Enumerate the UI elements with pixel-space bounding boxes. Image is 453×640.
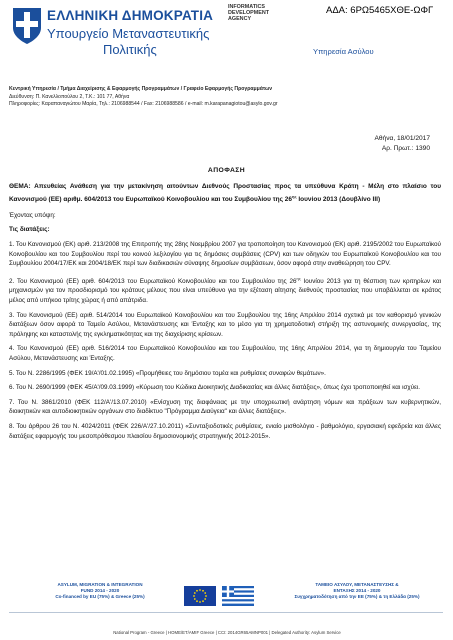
- eu-flag-icon: [184, 586, 216, 606]
- list-item: 7. Του Ν. 3861/2010 (ΦΕΚ 112/Α'/13.07.2010) «Ενίσχυση της διαφάνειας με την υποχρεωτική ανάρτηση νόμων και πράξεων των κυβερνητικών, διοικητικών και αυτοδιοικητικών οργάνων στο διαδίκτυο "Πρόγραμμα Διαύγεια" και άλλες διατάξεις».: [9, 398, 441, 416]
- list-item: 5. Του Ν. 2286/1995 (ΦΕΚ 19/Α'/01.02.1995) «Προμήθειες του δημόσιου τομέα και ρυθμίσεις συναφών θεμάτων».: [9, 369, 326, 377]
- list-item: 1. Του Κανονισμού (ΕΚ) αριθ. 213/2008 της Επιτροπής της 28ης Νοεμβρίου 2007 για τροποποίηση του Κανονισμού (ΕΚ) αριθ. 2195/2002 του Ευρωπαϊκού Κοινοβουλίου και του Συμβουλίου περί του κοινού λεξιλογίου για τις δημόσιες συμβάσεις (CPV) και των οδηγιών του Ευρωπαϊκού Κοινοβουλίου και του Συμβουλίου 2004/17/ΕΚ και 2004/18/ΕΚ περί των διαδικασιών σύναψης δημοσίων συμβάσεων, όσον αφορά στην αναθεώρηση του CPV.: [9, 241, 441, 268]
- service-address-block: Κεντρική Υπηρεσία / Τμήμα Διαχείρισης & Εφαρμογής Προγραμμάτων / Γραφείο Εφαρμογής Προγραμμάτων Διεύθυνση: Π. Κανελλοπούλου 2, Τ.Κ.: 101 77, Αθήνα Πληροφορίες: Καραπαναγιώτου Μαρία, Τηλ.: 2106988544 / Fax: 2106988586 / e-mail: m.karapanagiotou@asylo.gov.gr: [9, 86, 278, 108]
- asylum-service-label: Υπηρεσία Ασύλου: [313, 47, 374, 56]
- decision-title: ΑΠΟΦΑΣΗ: [207, 167, 246, 174]
- subject-paragraph: ΘΕΜΑ: Απευθείας Ανάθεση για την μετακίνηση αιτούντων Διεθνούς Προστασίας προς τα υπεύθυνα Κράτη - Μέλη στο πλαίσιο του Κανονισμού (ΕΕ) αριθμ. 604/2013 του Ευρωπαϊκού Κοινοβουλίου και του Συμβουλίου της $26^{\eta\varsigma}$ Ιουνίου 2013 (Δουβλίνο ΙΙΙ): [9, 183, 441, 203]
- having-seen-label: Έχοντας υπόψη:: [9, 212, 56, 219]
- org-name: ΕΛΛΗΝΙΚΗ ΔΗΜΟΚΡΑΤΙΑ: [47, 8, 214, 23]
- ministry-name: Υπουργείο Μεταναστευτικής: [47, 26, 210, 41]
- protocol-number: Αρ. Πρωτ.: 1390: [381, 144, 430, 152]
- amif-fund-label-en: ASYLUM, MIGRATION & INTEGRATION FUND 2014 - 2020 Co-financed by EU (75%) & Greece (25%): [55, 582, 145, 599]
- ada-code: ΑΔΑ: 6ΡΩ5465ΧΘΕ-ΩΦΓ: [326, 5, 434, 16]
- list-item: 3. Του Κανονισμού (ΕΕ) αριθ. 514/2014 του Ευρωπαϊκού Κοινοβουλίου και του Συμβουλίου της 16ης Απριλίου 2014 σχετικά με τον καθορισμό γενικών διατάξεων όσον αφορά το Ταμείο Ασύλου, Μετανάστευσης και Ένταξης και το μέσο για τη χρηματοδοτική στήριξη της αστυνομικής συνεργασίας, της πρόληψης και καταστολής της εγκληματικότητας και της διαχείρισης κρίσεων.: [9, 311, 441, 338]
- footer-divider: [9, 612, 443, 613]
- list-item: 4. Του Κανονισμού (ΕΕ) αριθ. 516/2014 του Ευρωπαϊκού Κοινοβουλίου και του Συμβουλίου, της 16ης Απριλίου 2014, για τη δημιουργία του Ταμείου Ασύλου, Μετανάστευσης και Ένταξης.: [9, 345, 441, 363]
- list-item: 8. Του άρθρου 26 του Ν. 4024/2011 (ΦΕΚ 226/Α'/27.10.2011) «Συνταξιοδοτικές ρυθμίσεις, ενιαίο μισθολόγιο - βαθμολόγιο, εργασιακή εφεδρεία και άλλες διατάξεις εφαρμογής του μεσοπρόθεσμου πλαισίου δημοσιονομικής στρατηγικής 2012-2015».: [9, 423, 441, 440]
- provisions-list: [9, 240, 441, 446]
- document-date: Αθήνα, 18/01/2017: [374, 135, 430, 142]
- date-block: [330, 134, 430, 153]
- greek-flag-icon: [222, 586, 254, 606]
- footer-program-line: National Program - Greece | HOME/ET/AMIF Greece | CCI: 2014GR65AMNP001 | Delegated Authority: Asylum Service: [113, 630, 341, 635]
- amif-fund-label-gr: ΤΑΜΕΙΟ ΑΣΥΛΟΥ, ΜΕΤΑΝΑΣΤΕΥΣΗΣ & ΕΝΤΑΞΗΣ 2014 - 2020 Συγχρηματοδότηση από την ΕΕ (75%) & τη Ελλάδα (25%): [294, 582, 420, 599]
- greek-emblem-icon: [10, 6, 44, 46]
- list-item: 6. Του Ν. 2690/1999 (ΦΕΚ 45/Α'/09.03.1999) «Κύρωση του Κώδικα Διοικητικής Διαδικασίας και άλλες διατάξεις», όπως έχει τροποποιηθεί και ισχύει.: [9, 384, 421, 392]
- digital-signature-stamp: INFORMATICS DEVELOPMENT AGENCY: [228, 4, 270, 22]
- provisions-title: Τις διατάξεις:: [9, 226, 50, 233]
- list-item: 2. Του Κανονισμού (ΕΕ) αριθ. 604/2013 του Ευρωπαϊκού Κοινοβουλίου και του Συμβουλίου της $26^{\eta\varsigma}$ Ιουνίου 2013 για τη θέσπιση των κριτηρίων και μηχανισμών για τον προσδιορισμό του κράτους μέλους που είναι υπεύθυνο για την εξέταση αίτησης διεθνούς προστασίας που υποβάλλεται σε κράτος μέλος από υπήκοο τρίτης χώρας ή από απάτριδα.: [9, 275, 441, 305]
- ministry-name-line2: Πολιτικής: [103, 42, 157, 57]
